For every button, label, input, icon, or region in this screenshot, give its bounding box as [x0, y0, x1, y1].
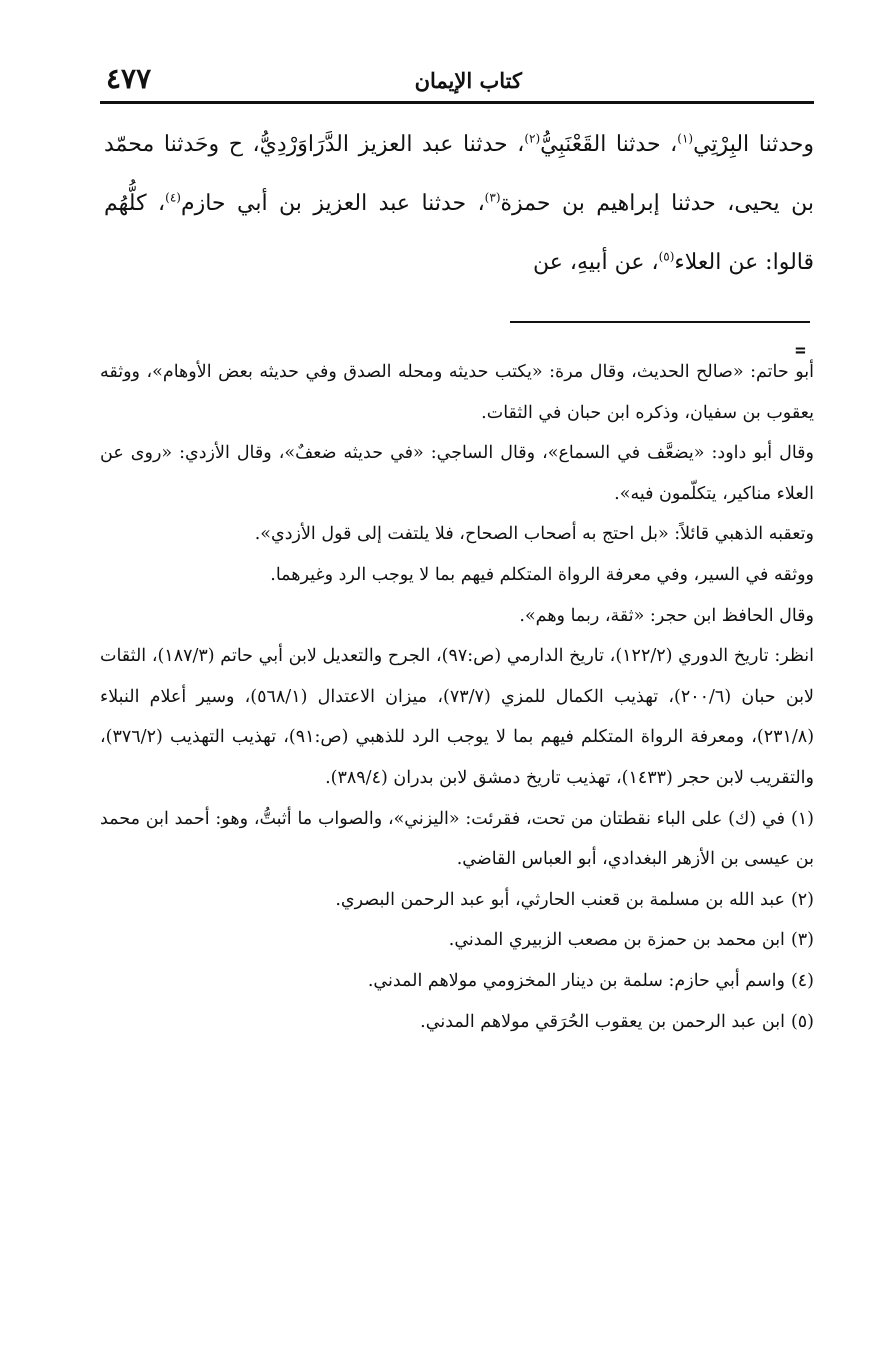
main-text-segment: ، حدثنا عبد العزيز بن أبي حازم: [180, 191, 485, 216]
footnote-3: [100, 920, 814, 961]
footnote-sources: انظر: تاريخ الدوري (١٢٢/٢)، تاريخ الدارمي (ص:٩٧)، الجرح والتعديل لابن أبي حاتم (١٨٧/٣)، الثقات لابن حبان (٢٠٠/٦)، تهذيب الكمال للمزي (٧٣/٧)، ميزان الاعتدال (٥٦٨/١)، وسير أعلام النبلاء (٢٣١/٨)، ومعرفة الرواة المتكلم فيهم بما لا يوجب الرد للذهبي (ص:٩١)، تهذيب التهذيب (٣٧٦/٢)، والتقريب لابن حجر (١٤٣٣)، تهذيب تاريخ دمشق لابن بدران (٣٨٩/٤).: [100, 646, 815, 788]
footnote-continuation: وقال أبو داود: «يضعَّف في السماع»، وقال الساجي: «في حديثه ضعفٌ»، وقال الأزدي: «روى عن العلاء مناكير، يتكلّمون فيه».: [100, 443, 814, 504]
running-title: كتاب الإيمان: [414, 68, 522, 93]
footnote-4: [100, 961, 814, 1002]
main-paragraph: [104, 115, 814, 292]
footnote-ref-5: (٥): [658, 249, 675, 264]
footnote-1: [100, 799, 814, 880]
page-header: [100, 62, 814, 102]
footnote-5: [100, 1002, 814, 1043]
footnote-continuation: ووثقه في السير، وفي معرفة الرواة المتكلم فيهم بما لا يوجب الرد وغيرهما.: [270, 564, 814, 585]
footnote-continuation: وتعقبه الذهبي قائلاً: «بل احتج به أصحاب الصحاح، فلا يلتفت إلى قول الأزدي».: [254, 524, 814, 545]
footnotes: [100, 352, 814, 1042]
footnote-number: (١): [790, 808, 814, 829]
main-text-segment: وحدثنا البِرْتِي: [693, 132, 814, 157]
footnote-ref-1: (١): [677, 131, 694, 146]
footnote-ref-2: (٢): [524, 131, 541, 146]
footnote-text: في (ك) على الباء نقطتان من تحت، فقرئت: «اليزني»، والصواب ما أثبتُّ، وهو: أحمد ابن محمد بن عيسى بن الأزهر البغدادي، أبو العباس القاضي.: [100, 808, 814, 870]
main-text-segment: ، عن أبيهِ، عن: [532, 250, 659, 275]
footnote-ref-3: (٣): [484, 190, 501, 205]
footnote-text: ابن عبد الرحمن بن يعقوب الحُرَقي مولاهم المدني.: [420, 1011, 785, 1032]
footnote-number: (٤): [790, 970, 814, 991]
footnote-continuation: أبو حاتم: «صالح الحديث، وقال مرة: «يكتب حديثه ومحله الصدق وفي حديثه بعض الأوهام»، ووثقه يعقوب بن سفيان، وذكره ابن حبان في الثقات.: [100, 362, 814, 423]
footnote-text: واسم أبي حازم: سلمة بن دينار المخزومي مولاهم المدني.: [367, 970, 785, 991]
footnote-text: ابن محمد بن حمزة بن مصعب الزبيري المدني.: [448, 930, 785, 951]
footnote-separator: [510, 321, 810, 323]
main-text-segment: ، كلُّهُم قالوا: عن العلاء: [104, 191, 814, 275]
footnote-number: (٢): [790, 889, 814, 910]
page-number: ٤٧٧: [106, 62, 152, 95]
footnote-number: (٥): [790, 1011, 814, 1032]
main-text: [104, 115, 814, 292]
continuation-mark: =: [795, 340, 806, 361]
footnote-2: [100, 880, 814, 921]
footnote-ref-4: (٤): [165, 190, 181, 205]
main-text-segment: ، حدثنا عبد العزيز الدَّرَاوَرْدِيُّ، ح وحَدثنا محمّد بن يحيى، حدثنا إبراهيم بن حمزة: [104, 132, 814, 216]
footnote-number: (٣): [790, 930, 814, 951]
header-rule: [100, 101, 814, 104]
footnote-text: عبد الله بن مسلمة بن قعنب الحارثي، أبو عبد الرحمن البصري.: [335, 889, 785, 910]
main-text-segment: ، حدثنا القَعْنَبِيُّ: [540, 132, 678, 157]
footnote-continuation: وقال الحافظ ابن حجر: «ثقة، ربما وهم».: [519, 605, 814, 626]
